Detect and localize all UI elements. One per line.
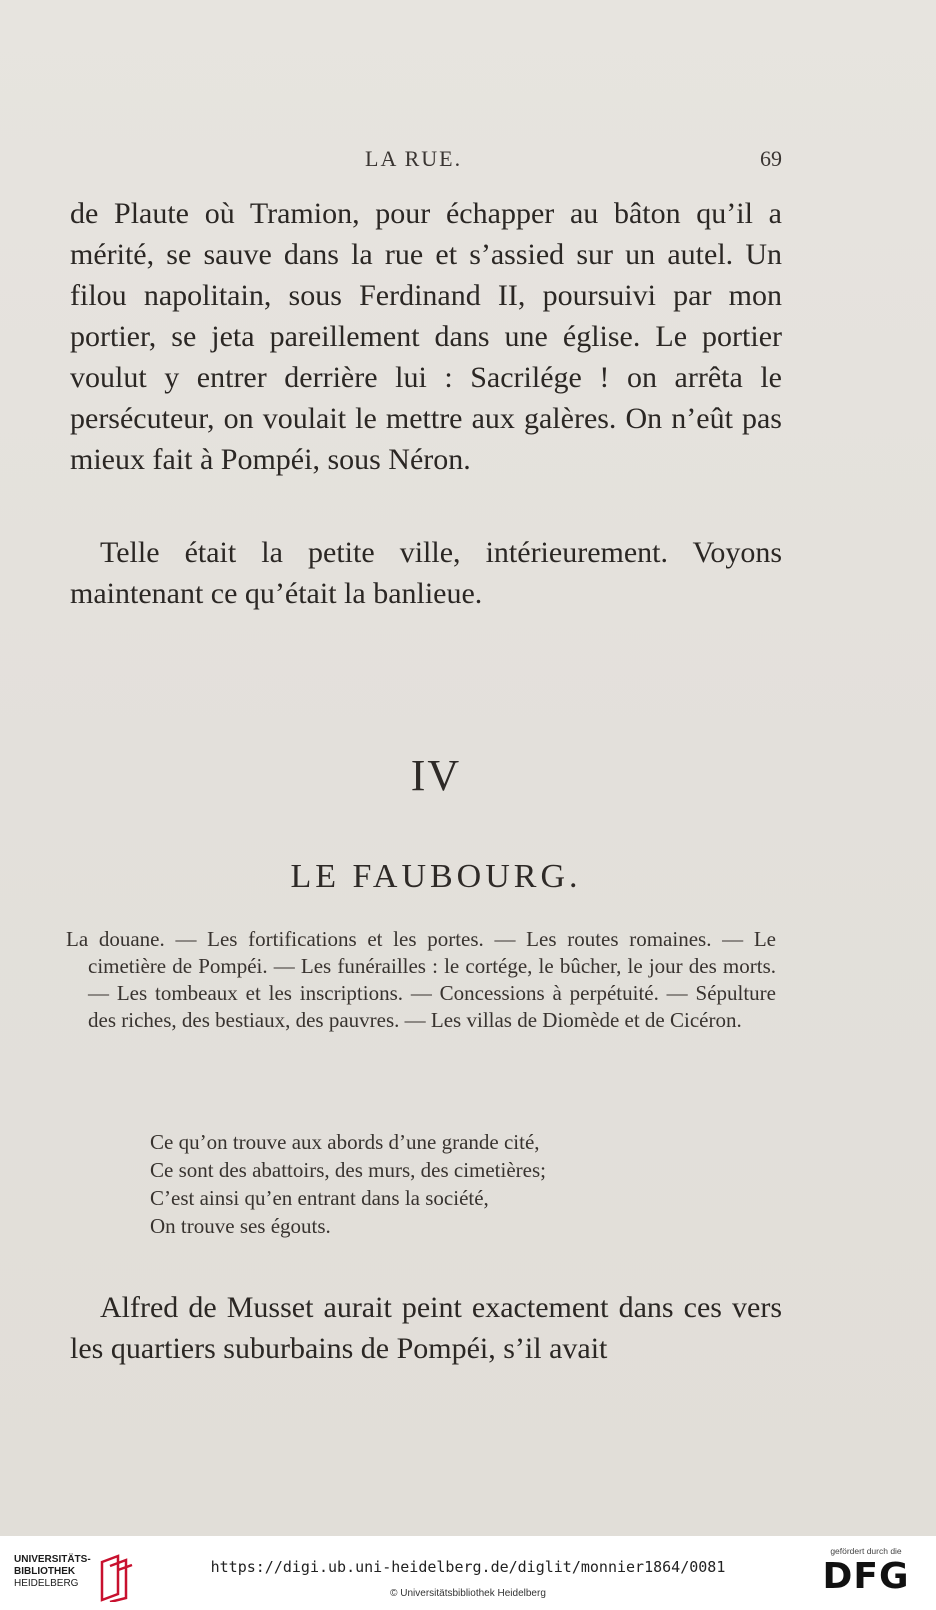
chapter-number: IV bbox=[410, 751, 462, 800]
funder-block[interactable] bbox=[816, 1546, 916, 1606]
verse-line: On trouve ses égouts. bbox=[150, 1214, 331, 1238]
verse-line: Ce qu’on trouve aux abords d’une grande cité, bbox=[150, 1130, 540, 1154]
library-name-line: BIBLIOTHEK bbox=[14, 1566, 76, 1577]
verse-line: C’est ainsi qu’en entrant dans la société, bbox=[150, 1186, 489, 1210]
verse-epigraph bbox=[150, 1128, 710, 1240]
viewer-footer bbox=[0, 1536, 936, 1610]
paragraph-1: de Plaute où Tramion, pour échapper au bâton qu’il a mérité, se sauve dans la rue et s’assied sur un autel. Un filou napolitain, sous Ferdinand II, poursuivi par mon portier, se jeta pareillement dans une église. Le portier voulut y entrer derrière lui : Sacrilége ! on arrêta le persécuteur, on voulait le mettre aux galères. On n’eût pas mieux fait à Pompéi, sous Néron. bbox=[70, 197, 782, 476]
copyright-notice: © Universitätsbibliothek Heidelberg bbox=[390, 1588, 546, 1599]
dfg-logo: DFG bbox=[822, 1556, 910, 1597]
paragraph-3: Alfred de Musset aurait peint exactement dans ces vers les quartiers suburbains de Pompéi, s’il avait bbox=[70, 1291, 782, 1365]
funder-caption: gefördert durch die bbox=[830, 1546, 902, 1556]
library-name-line: HEIDELBERG bbox=[14, 1578, 79, 1589]
chapter-title: LE FAUBOURG. bbox=[290, 858, 582, 895]
running-head bbox=[70, 146, 782, 176]
page-number: 69 bbox=[760, 146, 782, 171]
library-name-line: UNIVERSITÄTS- bbox=[14, 1554, 91, 1565]
chapter-summary: La douane. — Les fortifications et les portes. — Les routes romaines. — Le cimetière de Pompéi. — Les funérailles : le cortége, le bûcher, le jour des morts. — Les tombeaux et les inscriptions. — Concessions à perpétuité. — Sépulture des riches, des bestiaux, des pauvres. — Les villas de Diomède et de Cicéron. bbox=[66, 927, 776, 1032]
running-title: LA RUE. bbox=[365, 146, 463, 171]
verse-line: Ce sont des abattoirs, des murs, des cimetières; bbox=[150, 1158, 546, 1182]
permalink-url[interactable]: https://digi.ub.uni-heidelberg.de/diglit/monnier1864/0081 bbox=[210, 1558, 726, 1576]
paragraph-2: Telle était la petite ville, intérieurement. Voyons maintenant ce qu’était la banlieue. bbox=[70, 536, 782, 610]
